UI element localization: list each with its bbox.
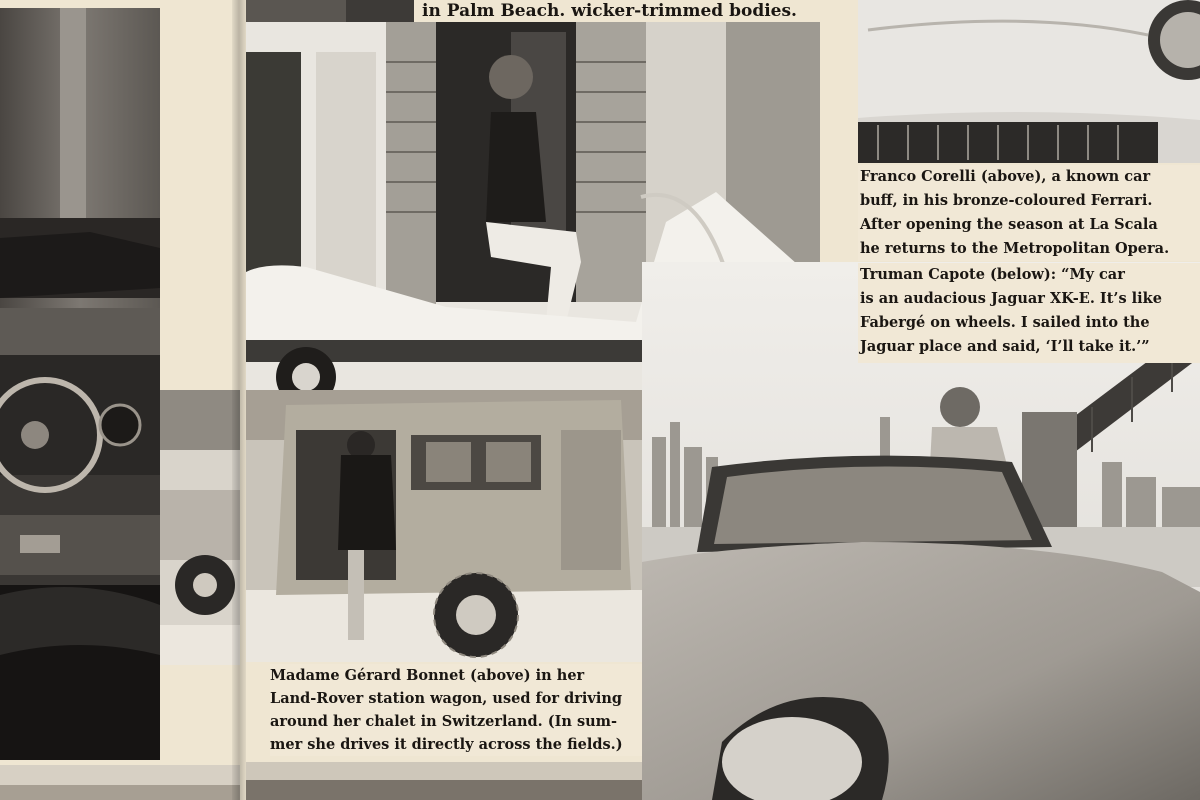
page-gutter [232,0,246,800]
left-dashboard-photo [0,355,160,760]
corelli-caption-line: After opening the season at La Scala [860,216,1158,233]
land-rover-photo [246,390,642,662]
top-strip-caption: in Palm Beach. wicker-trimmed bodies. [418,0,832,22]
corelli-caption-line: he returns to the Metropolitan Opera. [860,240,1170,257]
corelli-caption-line: buff, in his bronze-coloured Ferrari. [860,192,1153,209]
bonnet-caption-line: around her chalet in Switzerland. (In sum- [270,713,618,730]
left-car-detail-photo [160,390,240,665]
corelli-caption-line: Franco Corelli (above), a known car [860,168,1151,185]
bonnet-caption-line: Madame Gérard Bonnet (above) in her [270,667,585,684]
left-bottom-strip-photo [0,765,240,800]
capote-caption-line: Truman Capote (below): “My car [860,266,1125,283]
center-bottom-strip-photo [246,762,642,800]
capote-caption [858,263,1200,363]
bonnet-caption-line: Land-Rover station wagon, used for driving [270,690,623,707]
capote-caption-line: Fabergé on wheels. I sailed into the [860,314,1150,331]
bonnet-caption-line: mer she drives it directly across the fields.) [270,736,623,753]
left-top-building-photo [0,8,160,368]
capote-caption-line: Jaguar place and said, ‘I’ll take it.’” [860,338,1150,355]
capote-caption-line: is an audacious Jaguar XK-E. It’s like [860,290,1162,307]
corelli-caption [858,165,1200,261]
ferrari-photo [858,0,1200,163]
bonnet-caption [270,664,642,756]
